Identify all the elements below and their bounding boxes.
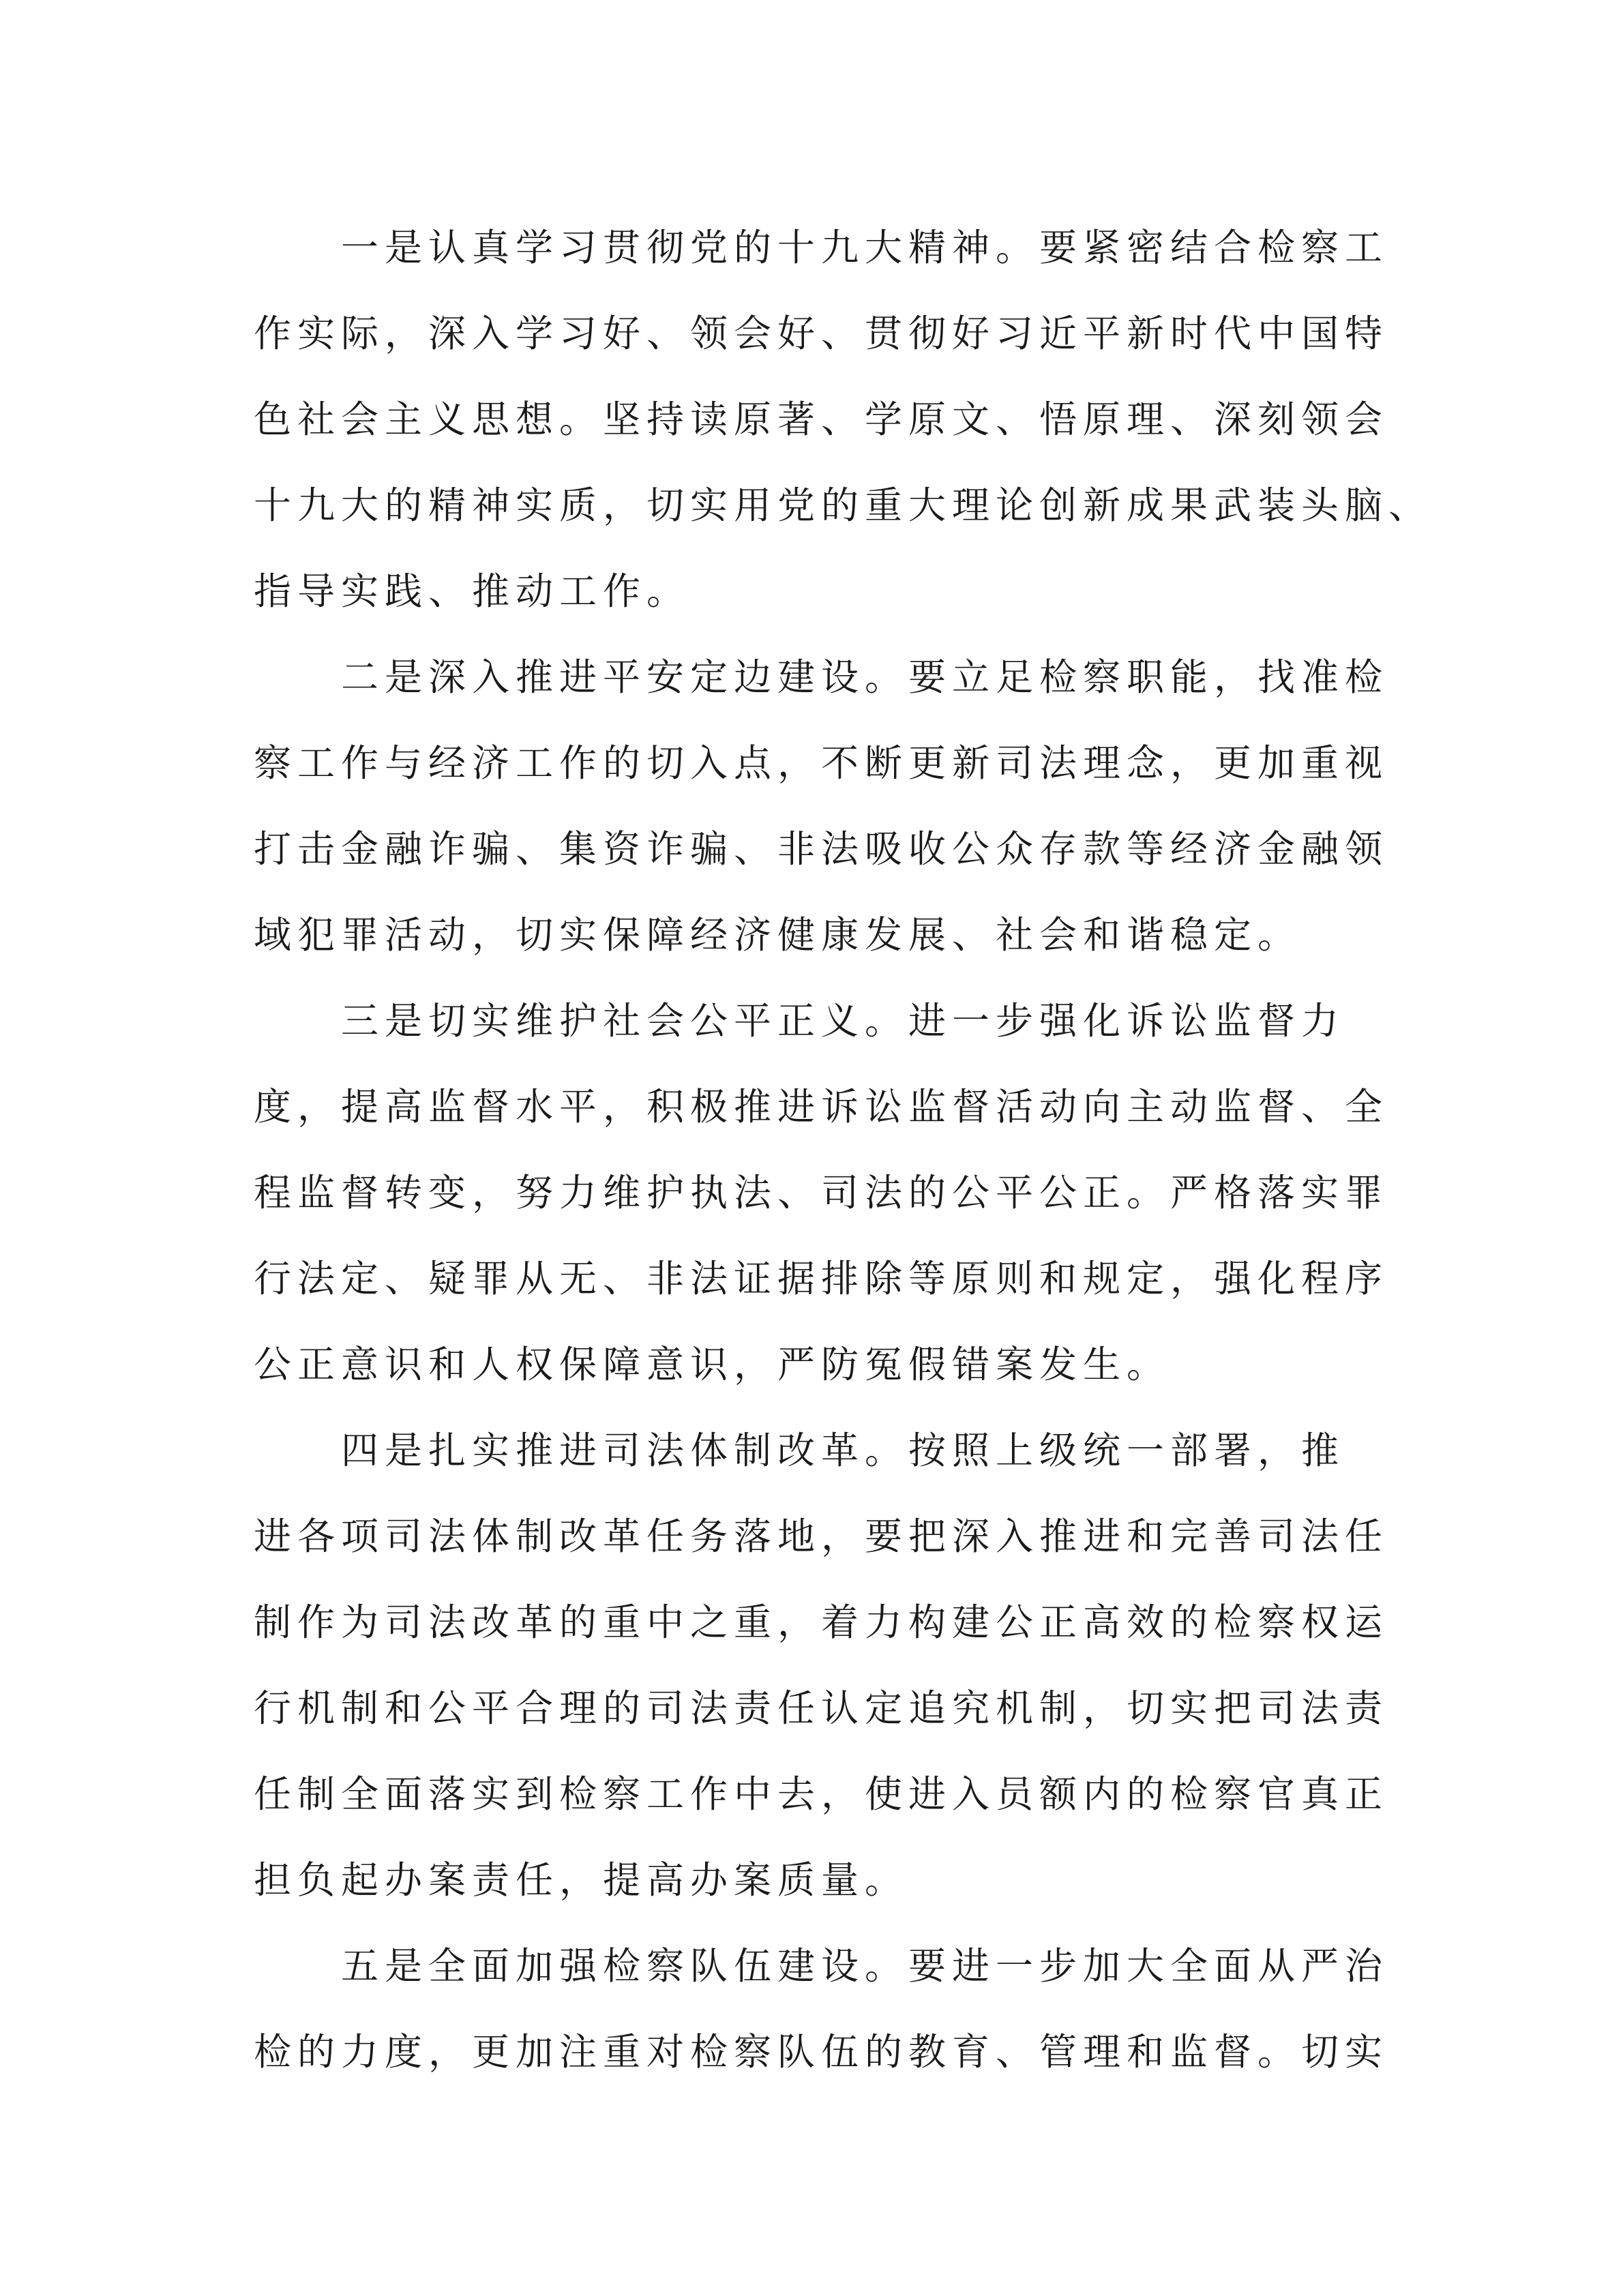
text-line: 域犯罪活动，切实保障经济健康发展、社会和谐稳定。 xyxy=(254,913,1302,957)
text-line: 打击金融诈骗、集资诈骗、非法吸收公众存款等经济金融领 xyxy=(254,827,1389,871)
text-line: 任制全面落实到检察工作中去，使进入员额内的检察官真正 xyxy=(254,1772,1389,1816)
text-line: 三是切实维护社会公平正义。进一步强化诉讼监督力 xyxy=(341,999,1345,1043)
paragraph-2 xyxy=(254,634,1389,978)
text-line: 十九大的精神实质，切实用党的重大理论创新成果武装头脑、 xyxy=(254,483,1433,527)
paragraph-1 xyxy=(254,205,1433,634)
text-line: 行法定、疑罪从无、非法证据排除等原则和规定，强化程序 xyxy=(254,1257,1389,1300)
text-line: 进各项司法体制改革任务落地，要把深入推进和完善司法任 xyxy=(254,1515,1389,1558)
paragraph-4 xyxy=(254,1407,1389,1923)
text-line: 作实际，深入学习好、领会好、贯彻好习近平新时代中国特 xyxy=(254,312,1389,355)
text-line: 一是认真学习贯彻党的十九大精神。要紧密结合检察工 xyxy=(341,226,1389,269)
paragraph-5 xyxy=(254,1923,1389,2095)
text-line: 色社会主义思想。坚持读原著、学原文、悟原理、深刻领会 xyxy=(254,398,1389,441)
document-body xyxy=(254,205,1433,2095)
text-line: 度，提高监督水平，积极推进诉讼监督活动向主动监督、全 xyxy=(254,1085,1389,1129)
paragraph-3 xyxy=(254,978,1389,1407)
text-line: 公正意识和人权保障意识，严防冤假错案发生。 xyxy=(254,1343,1171,1386)
text-line: 检的力度，更加注重对检察队伍的教育、管理和监督。切实 xyxy=(254,2030,1389,2074)
text-line: 担负起办案责任，提高办案质量。 xyxy=(254,1858,909,1902)
text-line: 行机制和公平合理的司法责任认定追究机制，切实把司法责 xyxy=(254,1686,1389,1730)
text-line: 四是扎实推进司法体制改革。按照上级统一部署，推 xyxy=(341,1429,1345,1472)
text-line: 五是全面加强检察队伍建设。要进一步加大全面从严治 xyxy=(341,1944,1389,1988)
text-line: 察工作与经济工作的切入点，不断更新司法理念，更加重视 xyxy=(254,741,1389,785)
text-line: 指导实践、推动工作。 xyxy=(254,569,691,613)
text-line: 程监督转变，努力维护执法、司法的公平公正。严格落实罪 xyxy=(254,1171,1389,1214)
text-line: 二是深入推进平安定边建设。要立足检察职能，找准检 xyxy=(341,655,1389,699)
text-line: 制作为司法改革的重中之重，着力构建公正高效的检察权运 xyxy=(254,1600,1389,1644)
